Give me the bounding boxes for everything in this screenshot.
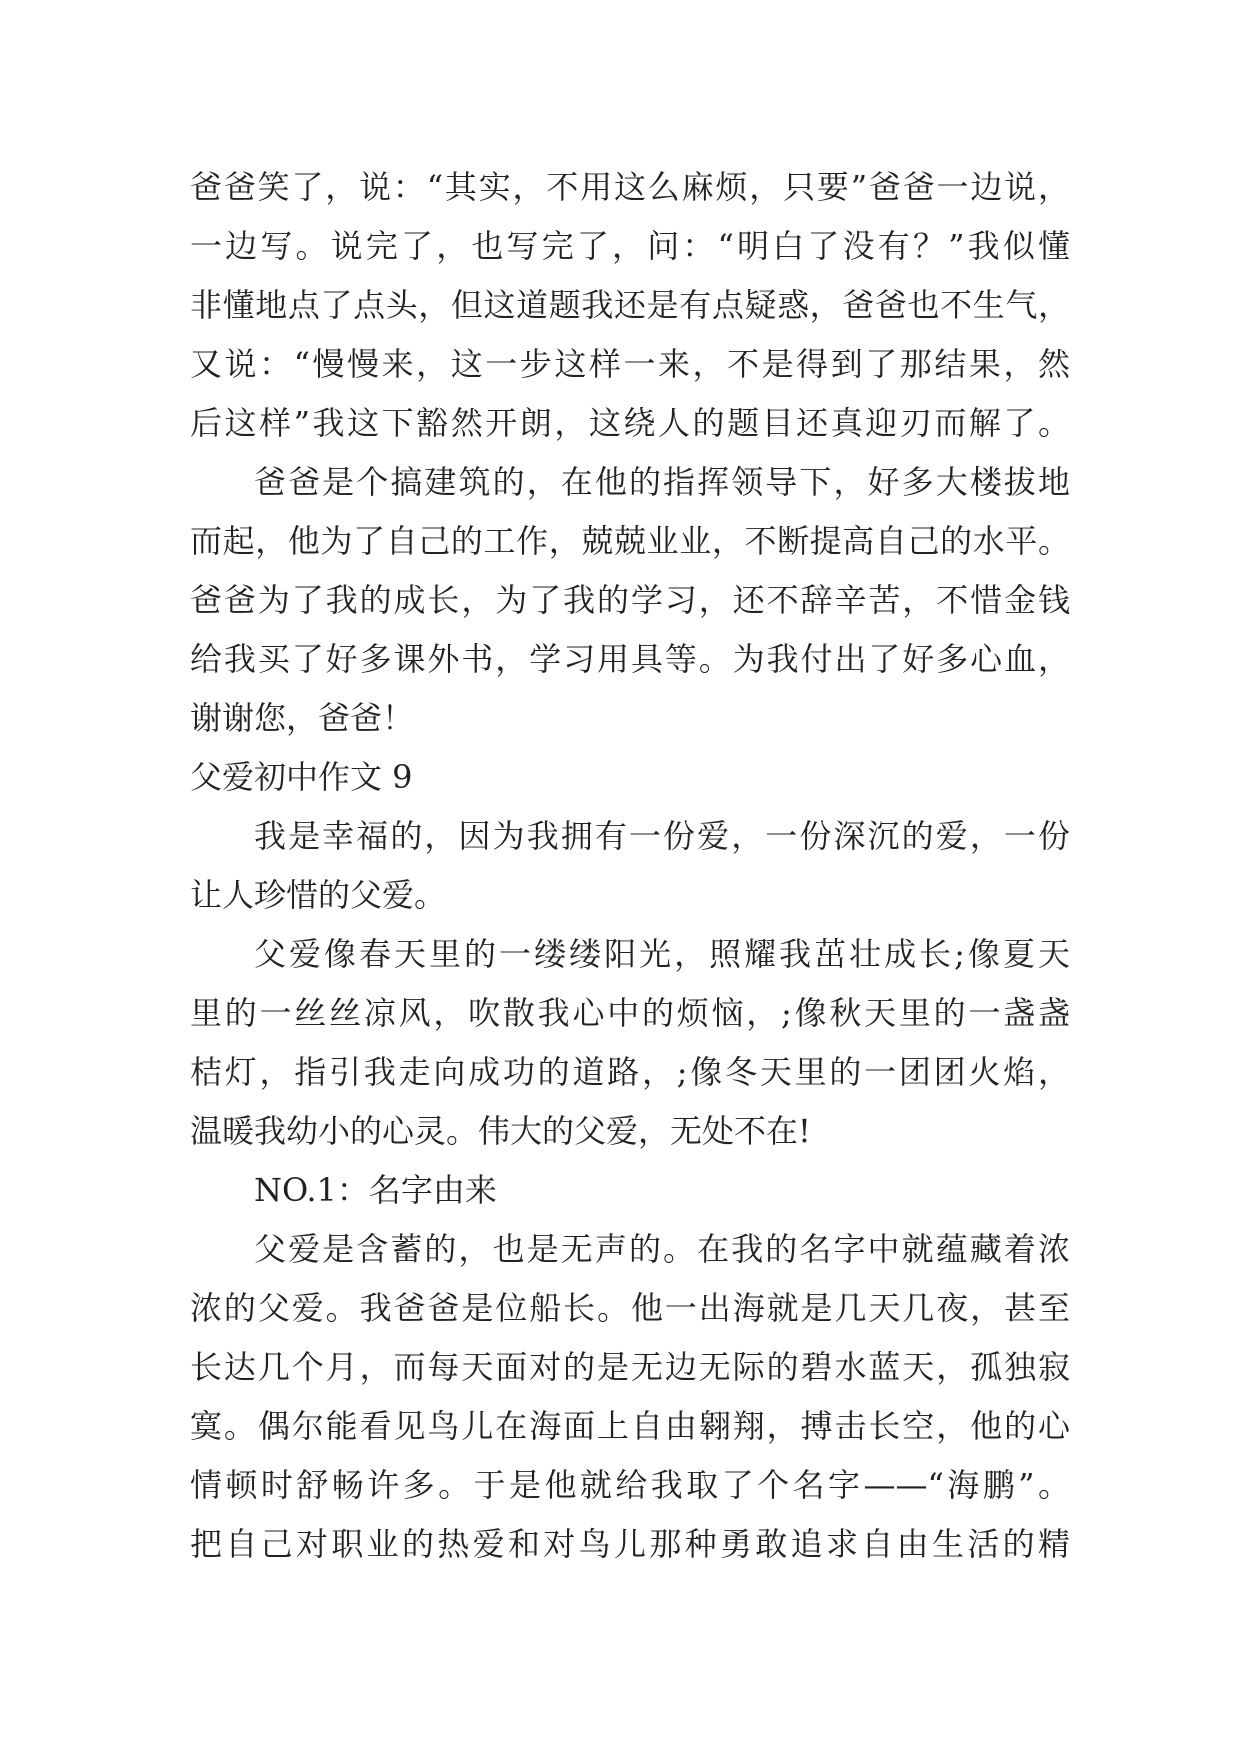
text-line: 又说：“慢慢来，这一步这样一来，不是得到了那结果，然 xyxy=(190,345,1070,383)
text-line: 非懂地点了点头，但这道题我还是有点疑惑，爸爸也不生气， xyxy=(190,286,1070,324)
essay-title: 父爱初中作文 9 xyxy=(190,758,413,796)
text-line: 浓的父爱。我爸爸是位船长。他一出海就是几天几夜，甚至 xyxy=(190,1289,1070,1327)
text-line: 爸爸为了我的成长，为了我的学习，还不辞辛苦，不惜金钱 xyxy=(190,581,1070,619)
text-line: 里的一丝丝凉风，吹散我心中的烦恼，;像秋天里的一盏盏 xyxy=(190,994,1070,1032)
text-line: 情顿时舒畅许多。于是他就给我取了个名字——“海鹏”。 xyxy=(190,1466,1070,1504)
paragraph-start-line: 父爱像春天里的一缕缕阳光，照耀我茁壮成长;像夏天 xyxy=(254,935,1070,973)
text-line: 让人珍惜的父爱。 xyxy=(190,876,447,914)
text-line: 后这样”我这下豁然开朗，这绕人的题目还真迎刃而解了。 xyxy=(190,404,1070,442)
text-line: 爸爸笑了，说：“其实，不用这么麻烦，只要”爸爸一边说， xyxy=(190,168,1070,206)
essay-body xyxy=(190,158,1070,1574)
text-line: 寞。偶尔能看见鸟儿在海面上自由翱翔，搏击长空，他的心 xyxy=(190,1407,1070,1445)
text-line: 谢谢您，爸爸！ xyxy=(190,699,415,737)
text-line: 长达几个月，而每天面对的是无边无际的碧水蓝天，孤独寂 xyxy=(190,1348,1070,1386)
paragraph-start-line: 我是幸福的，因为我拥有一份爱，一份深沉的爱，一份 xyxy=(254,817,1070,855)
section-heading: NO.1：名字由来 xyxy=(254,1171,497,1209)
text-line: 桔灯，指引我走向成功的道路，;像冬天里的一团团火焰， xyxy=(190,1053,1070,1091)
text-line: 而起，他为了自己的工作，兢兢业业，不断提高自己的水平。 xyxy=(190,522,1070,560)
text-line: 温暖我幼小的心灵。伟大的父爱，无处不在! xyxy=(190,1112,811,1150)
paragraph-start-line: 爸爸是个搞建筑的，在他的指挥领导下，好多大楼拔地 xyxy=(254,463,1070,501)
paragraph-start-line: 父爱是含蓄的，也是无声的。在我的名字中就蕴藏着浓 xyxy=(254,1230,1070,1268)
text-line: 把自己对职业的热爱和对鸟儿那种勇敢追求自由生活的精 xyxy=(190,1525,1070,1563)
text-line: 给我买了好多课外书，学习用具等。为我付出了好多心血， xyxy=(190,640,1070,678)
text-line: 一边写。说完了，也写完了，问：“明白了没有？”我似懂 xyxy=(190,227,1070,265)
